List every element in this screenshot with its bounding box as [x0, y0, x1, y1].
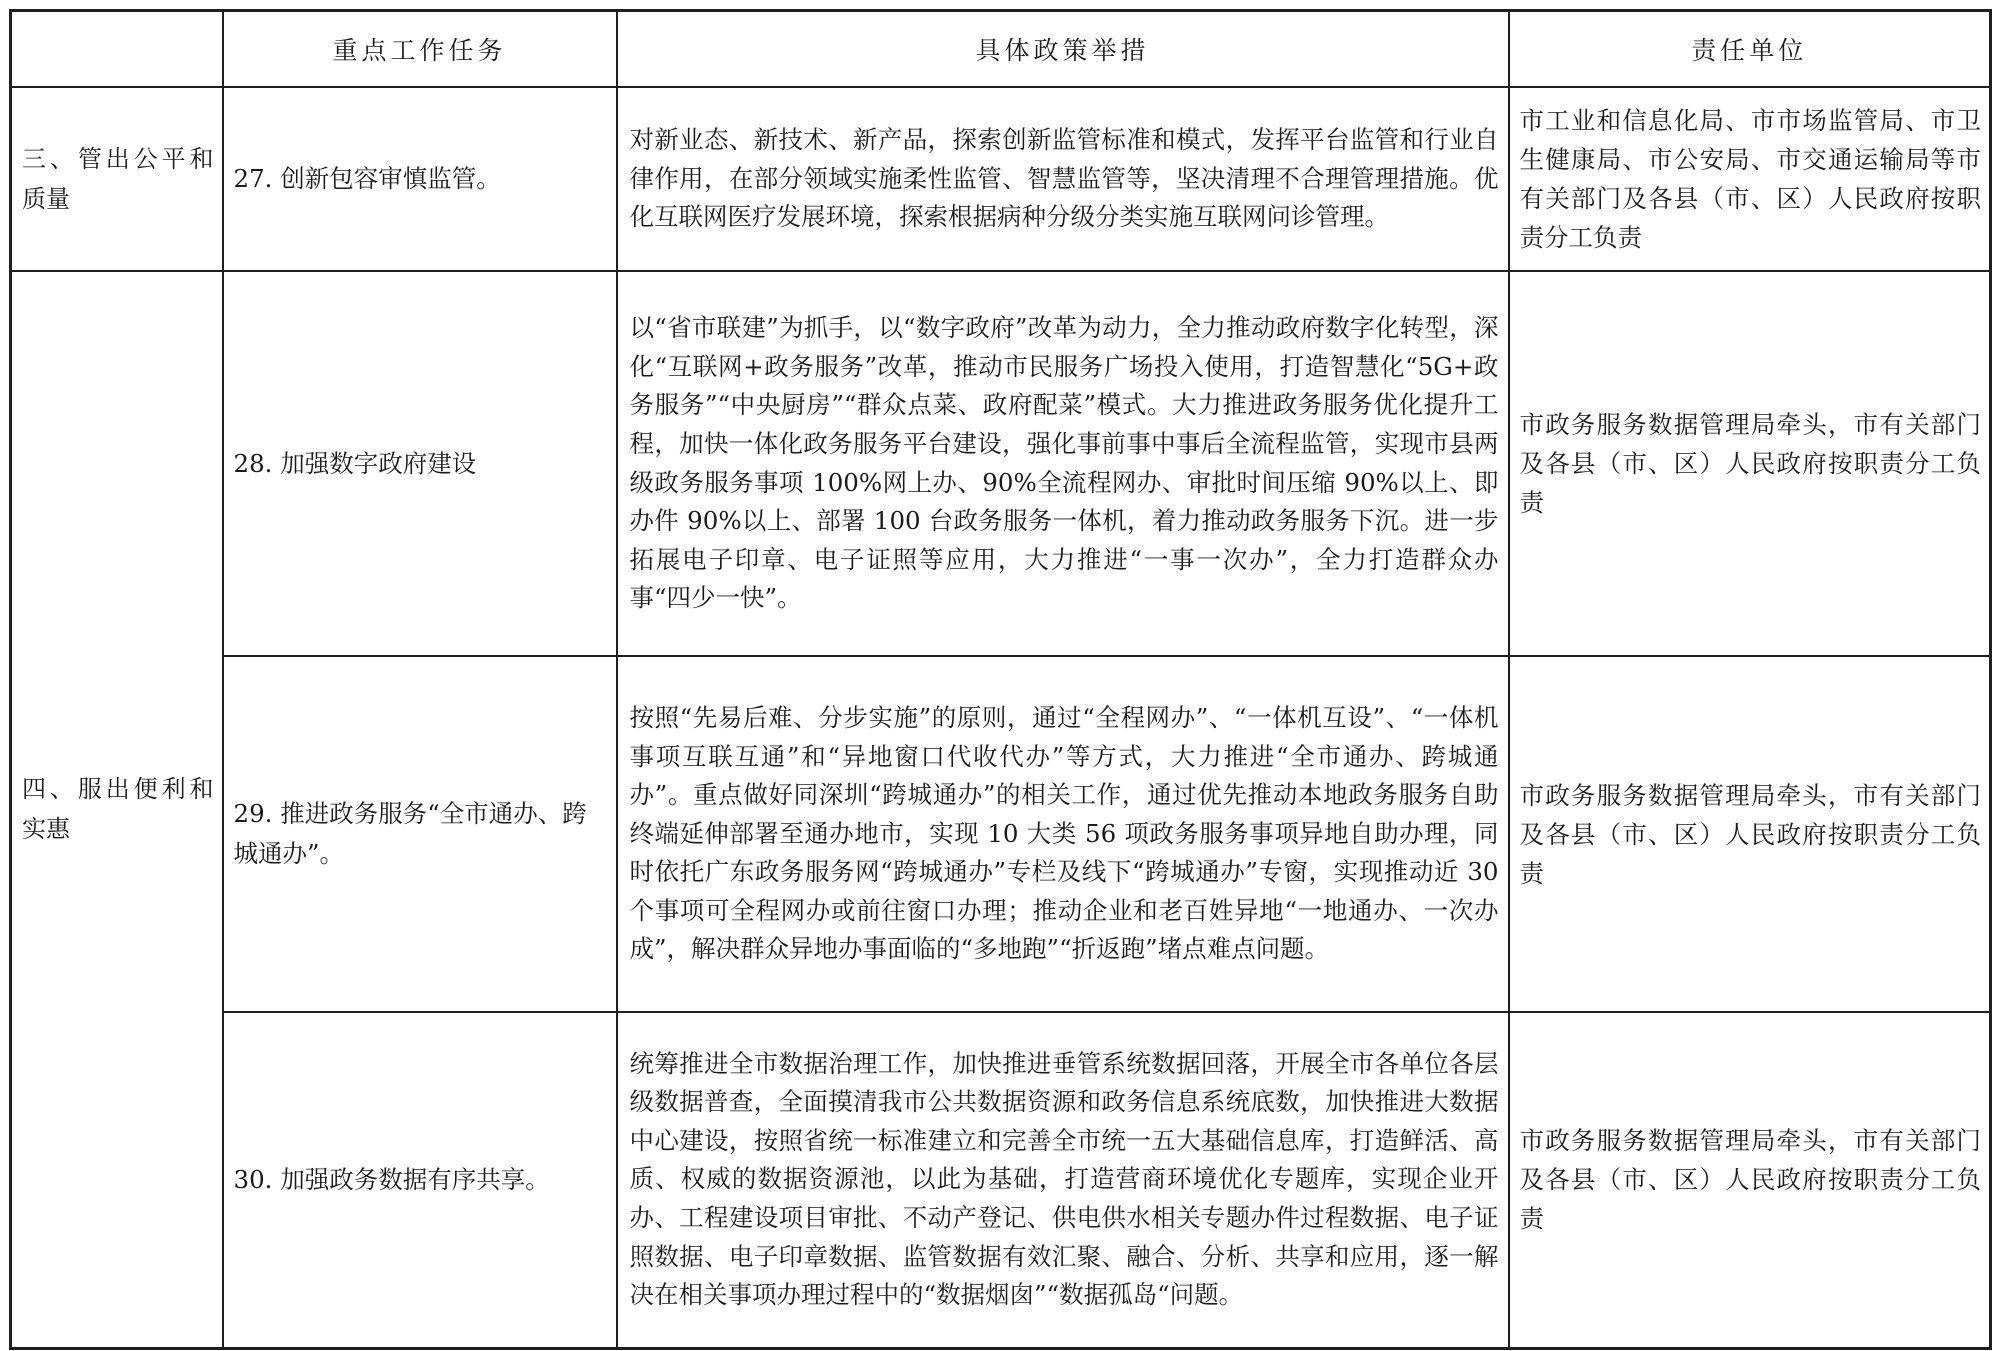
category-cell: 四、服出便利和实惠	[11, 271, 223, 1348]
category-cell: 三、管出公平和质量	[11, 87, 223, 271]
unit-cell: 市政务服务数据管理局牵头，市有关部门及各县（市、区）人民政府按职责分工负责	[1509, 271, 1991, 656]
unit-cell: 市工业和信息化局、市市场监管局、市卫生健康局、市公安局、市交通运输局等市有关部门及各县（市、区）人民政府按职责分工负责	[1509, 87, 1991, 271]
header-unit: 责任单位	[1509, 11, 1991, 88]
header-measure: 具体政策举措	[617, 11, 1509, 88]
policy-document-page	[9, 9, 1989, 1344]
unit-cell: 市政务服务数据管理局牵头，市有关部门及各县（市、区）人民政府按职责分工负责	[1509, 656, 1991, 1012]
table-row	[11, 1012, 1991, 1348]
unit-cell: 市政务服务数据管理局牵头，市有关部门及各县（市、区）人民政府按职责分工负责	[1509, 1012, 1991, 1348]
measure-cell: 统筹推进全市数据治理工作，加快推进垂管系统数据回落，开展全市各单位各层级数据普查，全面摸清我市公共数据资源和政务信息系统底数，加快推进大数据中心建设，按照省统一标准建立和完善全市统一五大基础信息库，打造鲜活、高质、权威的数据资源池，以此为基础，打造营商环境优化专题库，实现企业开办、工程建设项目审批、不动产登记、供电供水相关专题办件过程数据、电子证照数据、电子印章数据、监管数据有效汇聚、融合、分析、共享和应用，逐一解决在相关事项办理过程中的“数据烟囱”“数据孤岛“问题。	[617, 1012, 1509, 1348]
header-category	[11, 11, 223, 88]
table-header-row	[11, 11, 1991, 88]
header-task: 重点工作任务	[223, 11, 617, 88]
measure-cell: 按照“先易后难、分步实施”的原则，通过“全程网办”、“一体机互设”、“一体机事项互联互通”和“异地窗口代收代办”等方式，大力推进“全市通办、跨城通办”。重点做好同深圳“跨城通办”的相关工作，通过优先推动本地政务服务自助终端延伸部署至通办地市，实现 10 大类 56 项政务服务事项异地自助办理，同时依托广东政务服务网“跨城通办”专栏及线下“跨城通办”专窗，实现推动近 30 个事项可全程网办或前往窗口办理；推动企业和老百姓异地“一地通办、一次办成”，解决群众异地办事面临的“多地跑”“折返跑”堵点难点问题。	[617, 656, 1509, 1012]
table-row	[11, 656, 1991, 1012]
task-cell: 28. 加强数字政府建设	[223, 271, 617, 656]
measure-cell: 对新业态、新技术、新产品，探索创新监管标准和模式，发挥平台监管和行业自律作用，在部分领域实施柔性监管、智慧监管等，坚决清理不合理管理措施。优化互联网医疗发展环境，探索根据病种分级分类实施互联网问诊管理。	[617, 87, 1509, 271]
task-cell: 30. 加强政务数据有序共享。	[223, 1012, 617, 1348]
measure-cell: 以“省市联建”为抓手，以“数字政府”改革为动力，全力推动政府数字化转型，深化“互联网+政务服务”改革，推动市民服务广场投入使用，打造智慧化“5G+政务服务”“中央厨房”“群众点菜、政府配菜”模式。大力推进政务服务优化提升工程，加快一体化政务服务平台建设，强化事前事中事后全流程监管，实现市县两级政务服务事项 100%网上办、90%全流程网办、审批时间压缩 90%以上、即办件 90%以上、部署 100 台政务服务一体机，着力推动政务服务下沉。进一步拓展电子印章、电子证照等应用，大力推进“一事一次办”，全力打造群众办事“四少一快”。	[617, 271, 1509, 656]
policy-table	[9, 9, 1992, 1350]
task-cell: 27. 创新包容审慎监管。	[223, 87, 617, 271]
task-cell: 29. 推进政务服务“全市通办、跨城通办”。	[223, 656, 617, 1012]
table-row	[11, 271, 1991, 656]
table-row	[11, 87, 1991, 271]
